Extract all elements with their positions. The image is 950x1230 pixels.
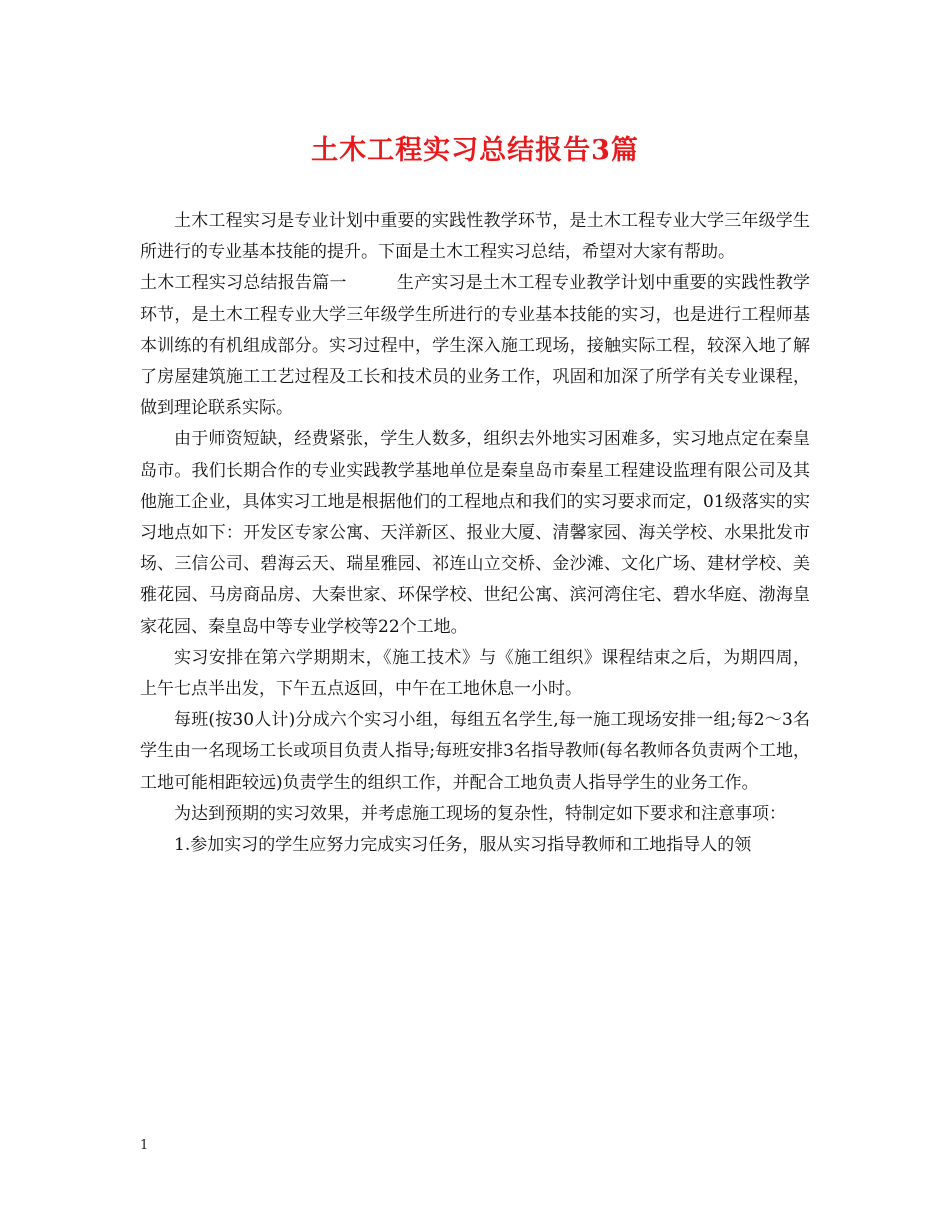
body-paragraph: 1.参加实习的学生应努力完成实习任务，服从实习指导教师和工地指导人的领 bbox=[174, 835, 752, 856]
section-paragraph-text: 生产实习是土木工程专业教学计划中重要的实践性教学环节，是土木工程专业大学三年级学生所进行的专业基本技能的实习，也是进行工程师基本训练的有机组成部分。实习过程中，学生深入施工现场，接触实际工程，较深入地了解了房屋建筑施工工艺过程及工长和技术员的业务工作，巩固和加深了所学有关专业课程，做到理论联系实际。 bbox=[140, 273, 811, 419]
body-paragraph: 每班(按30人计)分成六个实习小组，每组五名学生,每一施工现场安排一组;每2～3名学生由一名现场工长或项目负责人指导;每班安排3名指导教师(每名教师各负责两个工地，工地可能相距较远)负责学生的组织工作，并配合工地负责人指导学生的业务工作。 bbox=[140, 710, 810, 793]
page-number: 1 bbox=[140, 1138, 149, 1153]
document-title: 土木工程实习总结报告3篇 bbox=[311, 135, 639, 166]
body-paragraph: 为达到预期的实习效果，并考虑施工现场的复杂性，特制定如下要求和注意事项： bbox=[174, 803, 786, 824]
document-body bbox=[140, 206, 810, 861]
section-first-paragraph bbox=[140, 268, 810, 424]
body-paragraph: 实习安排在第六学期期末，《施工技术》与《施工组织》课程结束之后，为期四周，上午七点半出发，下午五点返回，中午在工地休息一小时。 bbox=[140, 647, 810, 700]
section-heading: 土木工程实习总结报告篇一 bbox=[140, 273, 347, 294]
body-paragraph: 由于师资短缺，经费紧张，学生人数多，组织去外地实习困难多，实习地点定在秦皇岛市。我们长期合作的专业实践教学基地单位是秦皇岛市秦星工程建设监理有限公司及其他施工企业，具体实习工地是根据他们的工程地点和我们的实习要求而定，01级落实的实习地点如下：开发区专家公寓、天洋新区、报业大厦、清馨家园、海关学校、水果批发市场、三信公司、碧海云天、瑞星雅园、祁连山立交桥、金沙滩、文化广场、建材学校、美雅花园、马房商品房、大秦世家、环保学校、世纪公寓、滨河湾住宅、碧水华庭、渤海皇家花园、秦皇岛中等专业学校等22个工地。 bbox=[140, 429, 810, 637]
intro-paragraph: 土木工程实习是专业计划中重要的实践性教学环节，是土木工程专业大学三年级学生所进行的专业基本技能的提升。下面是土木工程实习总结，希望对大家有帮助。 bbox=[140, 211, 810, 263]
